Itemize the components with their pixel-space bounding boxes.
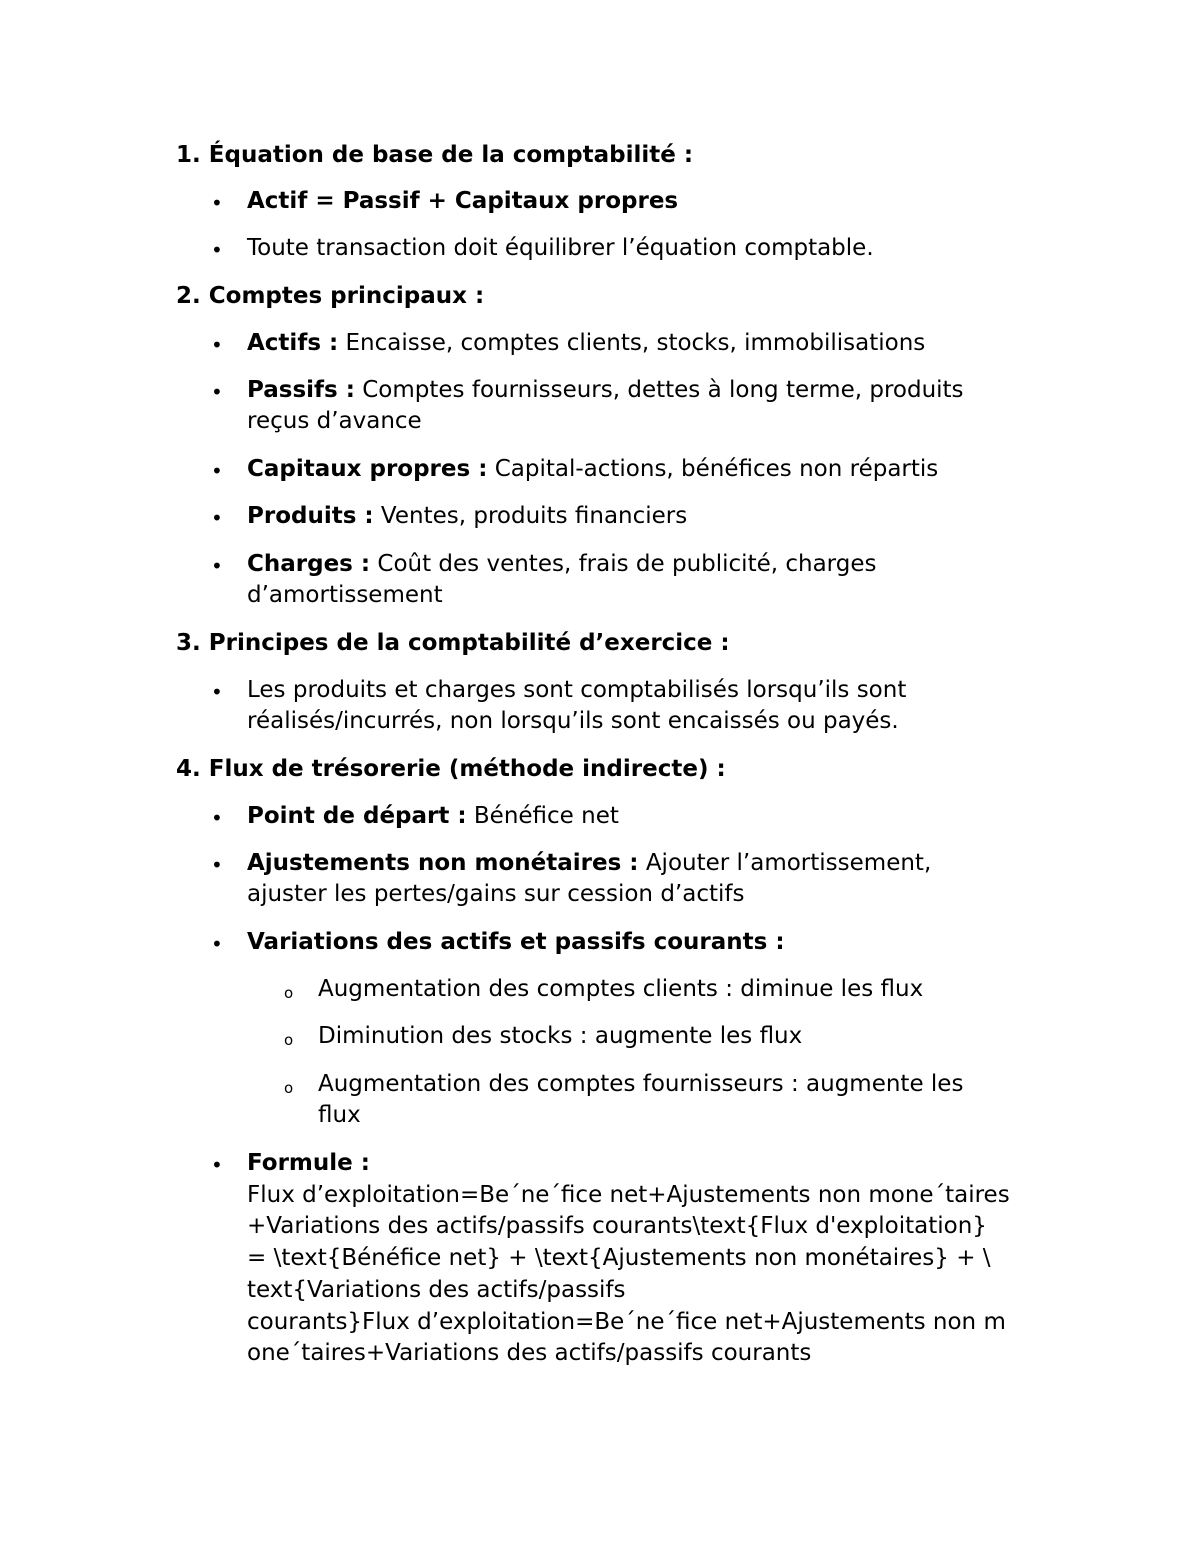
list-item-continuation: d’amortissement [247, 582, 443, 608]
item-text: Capital-actions, bénéfices non répartis [487, 456, 939, 482]
bullet-icon: • [211, 554, 223, 578]
section-title: Flux de trésorerie (méthode indirecte) : [208, 756, 726, 782]
item-text: Ventes, produits financiers [373, 503, 688, 529]
section-4-heading [176, 754, 726, 786]
bullet-icon: • [211, 506, 223, 530]
item-text: Ajouter l’amortissement, [638, 850, 932, 876]
list-item [247, 328, 925, 360]
list-item-continuation: reçus d’avance [247, 408, 422, 434]
section-number: 1. [176, 142, 201, 168]
list-item [247, 675, 906, 707]
item-text: Les produits et charges sont comptabilisés lorsqu’ils sont [247, 677, 907, 703]
formula-line: = \text{Bénéfice net} + \text{Ajustements non monétaires} + \ [247, 1245, 991, 1271]
list-item-continuation: réalisés/incurrés, non lorsqu’ils sont encaissés ou payés. [247, 708, 899, 734]
list-item [247, 801, 619, 833]
formula-line: one´taires+Variations des actifs/passifs courants [247, 1340, 812, 1366]
bullet-icon: • [211, 680, 223, 704]
section-title: Comptes principaux : [208, 283, 485, 309]
bullet-icon: • [211, 932, 223, 956]
formula-line: courants}Flux d’exploitation=Be´ne´fice net+Ajustements non m [247, 1309, 1006, 1335]
item-bold: Point de départ : [247, 803, 467, 829]
section-number: 3. [176, 630, 201, 656]
item-bold: Produits : [247, 503, 374, 529]
formula-label: Formule : [247, 1150, 370, 1176]
item-bold: Capitaux propres : [247, 456, 488, 482]
list-item [247, 501, 687, 533]
circle-bullet-icon: o [284, 1031, 294, 1049]
item-bold: Passifs : [247, 377, 355, 403]
list-item [247, 848, 931, 880]
sub-list-item: Diminution des stocks : augmente les flux [318, 1023, 803, 1049]
bullet-icon: • [211, 333, 223, 357]
item-text: Encaisse, comptes clients, stocks, immobilisations [338, 330, 926, 356]
item-text: Bénéfice net [466, 803, 619, 829]
list-item [247, 927, 785, 959]
sub-list-item: Augmentation des comptes fournisseurs : augmente les [318, 1071, 964, 1097]
sub-list-item-continuation: flux [318, 1102, 361, 1128]
bullet-icon: • [211, 191, 223, 215]
formula-line: +Variations des actifs/passifs courants\text{Flux d'exploitation} [247, 1213, 987, 1239]
section-number: 2. [176, 283, 201, 309]
circle-bullet-icon: o [284, 1079, 294, 1097]
item-bold: Ajustements non monétaires : [247, 850, 639, 876]
formula-line: text{Variations des actifs/passifs [247, 1277, 626, 1303]
item-bold: Variations des actifs et passifs courants : [247, 929, 785, 955]
bullet-icon: • [211, 1153, 223, 1177]
circle-bullet-icon: o [284, 984, 294, 1002]
section-2-heading [176, 281, 484, 313]
item-text: Toute transaction doit équilibrer l’équation comptable. [247, 235, 874, 261]
section-number: 4. [176, 756, 201, 782]
item-bold: Actif = Passif + Capitaux propres [247, 188, 679, 214]
item-text: Comptes fournisseurs, dettes à long terme, produits [354, 377, 964, 403]
section-1-heading [176, 140, 693, 172]
bullet-icon: • [211, 238, 223, 262]
list-item [247, 375, 964, 407]
bullet-icon: • [211, 806, 223, 830]
item-bold: Actifs : [247, 330, 339, 356]
formula-line: Flux d’exploitation=Be´ne´fice net+Ajustements non mone´taires [247, 1182, 1010, 1208]
list-item [247, 186, 678, 218]
item-text: Coût des ventes, frais de publicité, charges [370, 551, 877, 577]
section-title: Principes de la comptabilité d’exercice : [208, 630, 730, 656]
list-item [247, 233, 874, 265]
bullet-icon: • [211, 380, 223, 404]
sub-list-item: Augmentation des comptes clients : diminue les flux [318, 976, 924, 1002]
section-title: Équation de base de la comptabilité : [208, 142, 694, 168]
list-item [247, 549, 876, 581]
list-item [247, 454, 938, 486]
section-3-heading [176, 628, 730, 660]
bullet-icon: • [211, 459, 223, 483]
list-item-continuation: ajuster les pertes/gains sur cession d’actifs [247, 881, 745, 907]
item-bold: Charges : [247, 551, 371, 577]
bullet-icon: • [211, 853, 223, 877]
